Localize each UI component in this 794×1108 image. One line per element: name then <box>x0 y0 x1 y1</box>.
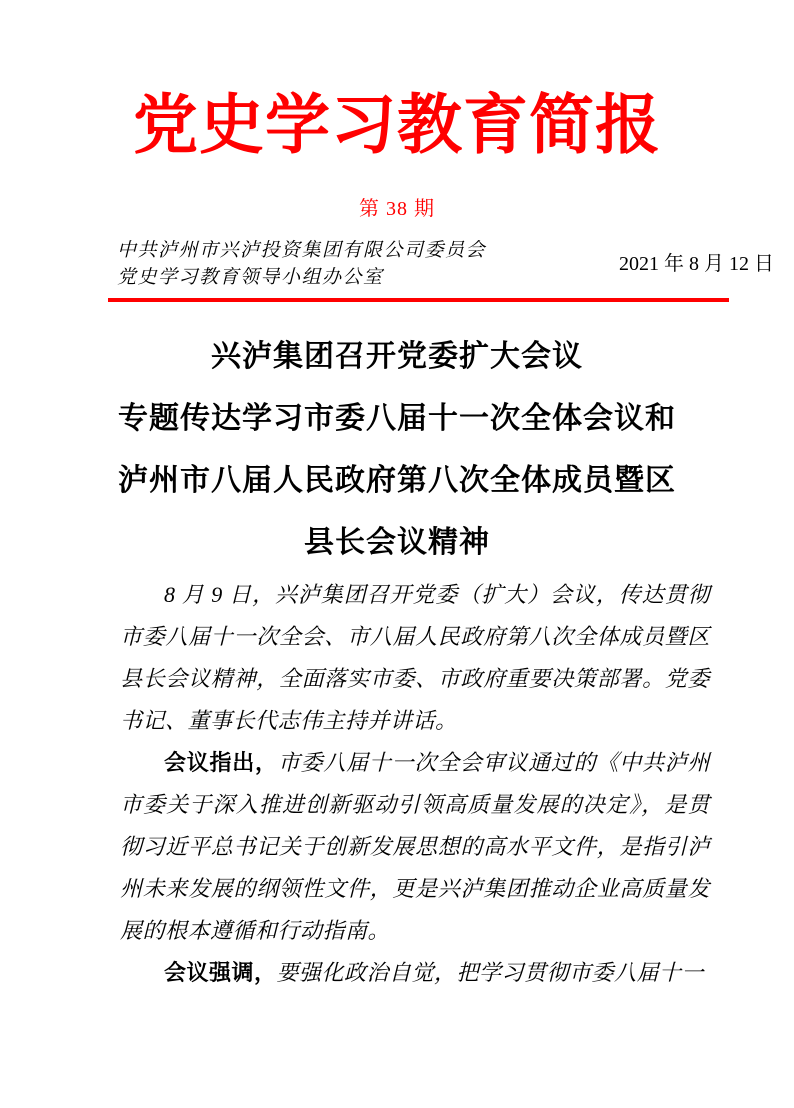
issue-number: 第 38 期 <box>359 198 435 220</box>
paragraph-text: 市委八届十一次全会审议通过的《中共泸州市委关于深入推进创新驱动引领高质量发展的决定》，是贯彻习近平总书记关于创新发展思想的高水平文件，是指引泸州未来发展的纲领性文件，更是兴泸集团推动企业高质量发展的根本遵循和行动指南。 <box>120 750 710 943</box>
bulletin-title: 党史学习教育简报 <box>132 90 661 162</box>
org-line-2: 党史学习教育领导小组办公室 <box>117 267 384 288</box>
article-title-line-3: 泸州市八届人民政府第八次全体成员暨区 <box>118 464 676 497</box>
body-paragraph-3 <box>120 952 710 994</box>
body-paragraph-2 <box>120 742 710 952</box>
article-title-line-1: 兴泸集团召开党委扩大会议 <box>211 340 583 373</box>
article-title-line-2: 专题传达学习市委八届十一次全体会议和 <box>118 402 676 435</box>
issuing-org <box>117 237 486 291</box>
masthead-divider <box>108 298 729 302</box>
paragraph-text: 要强化政治自觉，把学习贯彻市委八届十一 <box>276 960 705 985</box>
issue-date: 2021 年 8 月 12 日 <box>619 253 774 275</box>
paragraph-text: 8 月 9 日，兴泸集团召开党委（扩大）会议，传达贯彻市委八届十一次全会、市八届人民政府第八次全体成员暨区县长会议精神，全面落实市委、市政府重要决策部署。党委书记、董事长代志伟主持并讲话。 <box>120 582 710 733</box>
article <box>0 326 794 994</box>
paragraph-lead: 会议指出， <box>164 750 278 775</box>
body-paragraph-1 <box>120 574 710 742</box>
masthead <box>0 88 794 302</box>
article-title <box>0 326 794 574</box>
org-line-1: 中共泸州市兴泸投资集团有限公司委员会 <box>117 240 487 261</box>
article-title-line-4: 县长会议精神 <box>304 526 490 559</box>
paragraph-lead: 会议强调， <box>164 960 277 985</box>
masthead-info-row <box>117 237 774 291</box>
